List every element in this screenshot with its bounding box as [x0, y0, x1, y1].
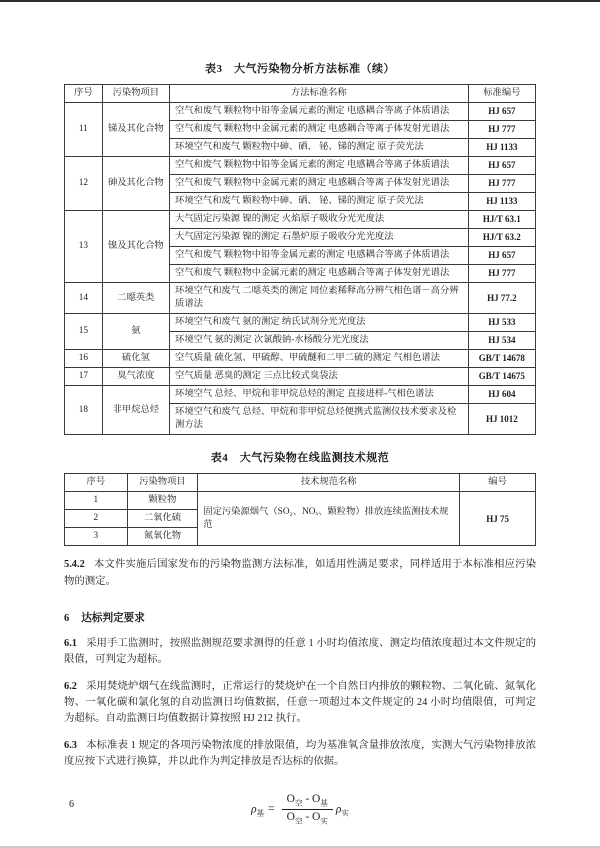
page-number: 6 — [69, 799, 74, 810]
table-row — [65, 350, 536, 368]
method-name-cell: 环境空气和废气 颗粒物中砷、硒、 铋、锑的测定 原子荧光法 — [170, 193, 469, 211]
table-row — [65, 386, 536, 404]
table3-title: 表3 大气污染物分析方法标准（续） — [205, 63, 395, 75]
formula-subscript: 实 — [320, 816, 328, 826]
formula-subscript: 空 — [294, 797, 303, 807]
clause-6-3 — [64, 738, 536, 770]
method-name-cell: 空气质量 恶臭的测定 三点比较式臭袋法 — [170, 368, 469, 386]
row-no-cell: 15 — [65, 314, 103, 350]
standard-code-cell: HJ 1012 — [468, 404, 535, 435]
table3-header-method: 方法标准名称 — [170, 85, 469, 103]
formula-subscript: 空 — [294, 816, 303, 826]
table4-header-no: 序号 — [65, 474, 128, 492]
row-no-cell: 11 — [65, 103, 103, 157]
row-no-cell: 3 — [65, 528, 128, 546]
formula-rhs-subscript: 实 — [341, 808, 349, 818]
formula-term: O — [312, 810, 321, 823]
row-no-cell: 18 — [65, 386, 103, 435]
method-name-cell: 空气和废气 颗粒物中铅等金属元素的测定 电感耦合等离子体质谱法 — [170, 247, 469, 265]
standard-code-cell: HJ 777 — [468, 175, 535, 193]
clause-text: 本标准表 1 规定的各项污染物浓度的排放限值，均为基准氧含量排放浓度，实测大气污染物排放浓度应按下式进行换算，并以此作为判定排放是否达标的依据。 — [64, 740, 536, 768]
standard-code-cell: HJ 657 — [468, 247, 535, 265]
row-no-cell: 16 — [65, 350, 103, 368]
table3-header-pollutant: 污染物项目 — [102, 85, 169, 103]
formula-equals: = — [268, 802, 275, 815]
table-row — [65, 157, 536, 175]
pollutant-cell: 砷及其化合物 — [102, 157, 169, 211]
standard-code-cell: HJ 777 — [468, 265, 535, 283]
method-name-cell: 环境空气和废气 二噁英类的测定 同位素稀释高分辨气相色谱－高分辨质谱法 — [170, 283, 469, 314]
method-name-cell: 空气和废气 颗粒物中铅等金属元素的测定 电感耦合等离子体质谱法 — [170, 157, 469, 175]
formula-term: O — [286, 792, 295, 805]
standard-code-cell: HJ 534 — [468, 332, 535, 350]
standard-code-cell: HJ 533 — [468, 314, 535, 332]
standard-code-cell: HJ 1133 — [468, 139, 535, 157]
method-name-cell: 环境空气和废气 总烃、甲烷和非甲烷总烃便携式监测仪技术要求及检测方法 — [170, 404, 469, 435]
pollutant-cell: 氨 — [102, 314, 169, 350]
clause-number: 6.3 — [64, 740, 77, 752]
table-row — [65, 283, 536, 314]
table4-header-row — [65, 474, 536, 492]
row-no-cell: 2 — [65, 510, 128, 528]
clause-number: 6.1 — [64, 637, 77, 649]
clause-6-2 — [64, 679, 536, 727]
formula-lhs-subscript: 基 — [256, 808, 265, 818]
standard-code-cell: HJ 1133 — [468, 193, 535, 211]
pollutant-cell: 氮氧化物 — [127, 528, 198, 546]
clause-5-4-2 — [64, 557, 536, 589]
table3-header-no: 序号 — [65, 85, 103, 103]
spec-name-cell: 固定污染源烟气（SO₂、NOₓ、颗粒物）排放连续监测技术规范 — [198, 492, 460, 546]
method-name-cell: 空气和废气 颗粒物中金属元素的测定 电感耦合等离子体发射光谱法 — [170, 265, 469, 283]
pollutant-cell: 镍及其化合物 — [102, 211, 169, 283]
row-no-cell: 17 — [65, 368, 103, 386]
pollutant-cell: 颗粒物 — [127, 492, 198, 510]
clause-text: 采用手工监测时，按照监测规范要求测得的任意 1 小时均值浓度、测定均值浓度超过本文件规定的限值，可判定为超标。 — [64, 637, 536, 665]
formula-fraction — [282, 793, 333, 827]
method-name-cell: 空气和废气 颗粒物中金属元素的测定 电感耦合等离子体发射光谱法 — [170, 175, 469, 193]
standard-code-cell: HJ 77.2 — [468, 283, 535, 314]
pollutant-cell: 硫化氢 — [102, 350, 169, 368]
section-number: 6 — [64, 612, 70, 624]
pollutant-cell: 锑及其化合物 — [102, 103, 169, 157]
row-no-cell: 1 — [65, 492, 128, 510]
formula-numerator — [282, 793, 333, 810]
table4-header-spec: 技术规范名称 — [198, 474, 460, 492]
clause-text: 采用焚烧炉烟气在线监测时，正常运行的焚烧炉在一个自然日内排放的颗粒物、二氧化硫、氮氧化物、一氧化碳和氯化氢的自动监测日均值数据，任意一项超过本文件规定的 24 小时均值限值，可判定为超标。自动监测日均值数据计算按照 HJ 212 执行。 — [64, 680, 536, 725]
standard-code-cell: HJ 604 — [468, 386, 535, 404]
row-no-cell: 13 — [65, 211, 103, 283]
table-row — [65, 368, 536, 386]
table4-title: 表4 大气污染物在线监测技术规范 — [210, 452, 390, 465]
oxygen-correction-formula — [64, 793, 536, 827]
table-row — [65, 211, 536, 229]
clause-number: 5.4.2 — [64, 559, 85, 571]
formula-denominator — [282, 810, 333, 826]
method-name-cell: 大气固定污染源 镍的测定 石墨炉原子吸收分光光度法 — [170, 229, 469, 247]
page-top-edge — [0, 0, 600, 2]
table4-header-pollutant: 污染物项目 — [127, 474, 198, 492]
standard-code-cell: HJ/T 63.2 — [468, 229, 535, 247]
clause-number: 6.2 — [64, 680, 77, 692]
formula-subscript: 基 — [320, 797, 328, 807]
standard-code-cell: HJ 777 — [468, 121, 535, 139]
clause-text: 本文件实施后国家发布的污染物监测方法标准，如适用性满足要求，同样适用于本标准相应污染物的测定。 — [64, 559, 536, 587]
method-name-cell: 环境空气和废气 颗粒物中砷、硒、 铋、锑的测定 原子荧光法 — [170, 139, 469, 157]
section-title: 达标判定要求 — [81, 612, 145, 624]
method-name-cell: 空气和废气 颗粒物中铅等金属元素的测定 电感耦合等离子体质谱法 — [170, 103, 469, 121]
table4-online-monitoring-specs — [64, 473, 536, 546]
spec-code-cell: HJ 75 — [460, 492, 536, 546]
standard-code-cell: HJ 657 — [468, 157, 535, 175]
clause-6-1 — [64, 636, 536, 668]
standard-code-cell: GB/T 14675 — [468, 368, 535, 386]
formula-minus: - — [305, 810, 310, 823]
row-no-cell: 14 — [65, 283, 103, 314]
method-name-cell: 空气质量 硫化氢、甲硫醇、甲硫醚和二甲二硫的测定 气相色谱法 — [170, 350, 469, 368]
formula-rhs: ρ — [335, 802, 342, 815]
method-name-cell: 空气和废气 颗粒物中金属元素的测定 电感耦合等离子体发射光谱法 — [170, 121, 469, 139]
formula-lhs: ρ — [251, 802, 257, 815]
method-name-cell: 环境空气和废气 氨的测定 纳氏试剂分光光度法 — [170, 314, 469, 332]
standard-code-cell: HJ 657 — [468, 103, 535, 121]
standard-code-cell: HJ/T 63.1 — [468, 211, 535, 229]
standard-code-cell: GB/T 14678 — [468, 350, 535, 368]
table-row — [65, 492, 536, 510]
formula-minus: - — [305, 792, 310, 805]
table-row — [65, 103, 536, 121]
pollutant-cell: 非甲烷总烃 — [102, 386, 169, 435]
table3-header-code: 标准编号 — [468, 85, 535, 103]
row-no-cell: 12 — [65, 157, 103, 211]
method-name-cell: 大气固定污染源 镍的测定 火焰原子吸收分光光度法 — [170, 211, 469, 229]
pollutant-cell: 臭气浓度 — [102, 368, 169, 386]
pollutant-cell: 二噁英类 — [102, 283, 169, 314]
method-name-cell: 环境空气 总烃、甲烷和非甲烷总烃的测定 直接进样-气相色谱法 — [170, 386, 469, 404]
formula-term: O — [312, 792, 321, 805]
table3-analysis-methods — [64, 84, 536, 435]
table4-header-code: 编号 — [460, 474, 536, 492]
method-name-cell: 环境空气 氨的测定 次氯酸钠-水杨酸分光光度法 — [170, 332, 469, 350]
formula-term: O — [286, 810, 295, 823]
section-6-heading — [64, 610, 536, 625]
table-row — [65, 314, 536, 332]
pollutant-cell: 二氧化硫 — [127, 510, 198, 528]
table3-header-row — [65, 85, 536, 103]
